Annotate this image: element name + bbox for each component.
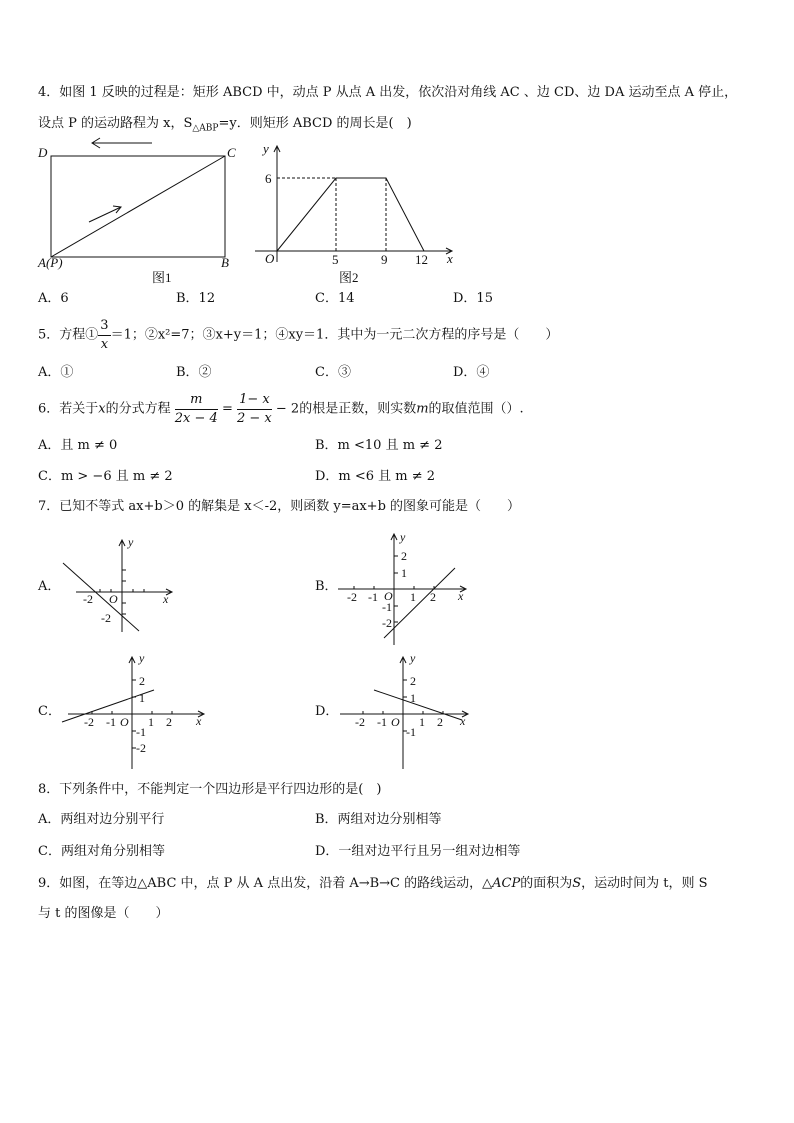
q9-stem-line2: 与 t 的图像是（ ） bbox=[38, 906, 169, 921]
svg-text:-1: -1 bbox=[406, 725, 416, 739]
svg-text:-2: -2 bbox=[83, 592, 93, 606]
q8-option-a[interactable]: A．两组对边分别平行 bbox=[38, 812, 165, 827]
svg-text:x: x bbox=[163, 592, 169, 606]
svg-text:x: x bbox=[458, 589, 464, 603]
svg-text:y: y bbox=[139, 651, 145, 665]
q6-fraction-1: $\frac{m}{2x - 4}$ bbox=[174, 392, 218, 426]
q6-option-d[interactable]: D．m <6 且 m ≠ 2 bbox=[315, 469, 436, 484]
svg-text:O: O bbox=[391, 715, 400, 729]
svg-text:-2: -2 bbox=[84, 715, 94, 729]
fig1-label-c: C bbox=[227, 145, 236, 160]
svg-text:1: 1 bbox=[139, 691, 145, 705]
svg-text:y: y bbox=[400, 530, 406, 544]
svg-text:-2: -2 bbox=[347, 590, 357, 604]
q4-option-d[interactable]: D．15 bbox=[453, 291, 493, 306]
svg-text:-2: -2 bbox=[101, 611, 111, 625]
q7-option-b-label[interactable]: B． bbox=[315, 579, 338, 594]
svg-text:x: x bbox=[196, 714, 202, 728]
q8-option-c[interactable]: C．两组对角分别相等 bbox=[38, 844, 165, 859]
svg-text:O: O bbox=[120, 715, 129, 729]
svg-text:1: 1 bbox=[419, 715, 425, 729]
q5-option-a[interactable]: A．① bbox=[38, 365, 74, 380]
svg-text:1: 1 bbox=[410, 590, 416, 604]
q8-option-b[interactable]: B．两组对边分别相等 bbox=[315, 812, 442, 827]
q4-stem-line1: 4．如图 1 反映的过程是：矩形 ABCD 中，动点 P 从点 A 出发，依次沿对角线 AC 、边 CD、边 DA 运动至点 A 停止， bbox=[38, 85, 738, 100]
q8-option-d[interactable]: D．一组对边平行且另一组对边相等 bbox=[315, 844, 521, 859]
q4-option-b[interactable]: B．12 bbox=[176, 291, 216, 306]
fig2-origin: O bbox=[265, 251, 275, 266]
q8-stem: 8．下列条件中，不能判定一个四边形是平行四边形的是( ) bbox=[38, 782, 382, 797]
svg-text:1: 1 bbox=[410, 691, 416, 705]
fig1-caption: 图1 bbox=[152, 270, 172, 285]
svg-text:1: 1 bbox=[148, 715, 154, 729]
fig1-label-d: D bbox=[38, 145, 48, 160]
q4-option-c[interactable]: C．14 bbox=[315, 291, 355, 306]
q5-fraction: $\frac{3}{x}$ bbox=[100, 318, 109, 352]
svg-text:2: 2 bbox=[166, 715, 172, 729]
svg-text:-1: -1 bbox=[106, 715, 116, 729]
svg-text:1: 1 bbox=[401, 566, 407, 580]
svg-text:-2: -2 bbox=[355, 715, 365, 729]
q7-option-a-label[interactable]: A． bbox=[38, 579, 61, 594]
q6-option-b[interactable]: B．m <10 且 m ≠ 2 bbox=[315, 438, 443, 453]
svg-text:x: x bbox=[460, 714, 466, 728]
q5-option-c[interactable]: C．③ bbox=[315, 365, 351, 380]
fig2-caption: 图2 bbox=[339, 270, 359, 285]
q9-stem-line1: 9．如图，在等边△ABC 中，点 P 从 A 点出发，沿着 A→B→C 的路线运动，△ACP的面积为S，运动时间为 t，则 S bbox=[38, 876, 708, 891]
q5-option-b[interactable]: B．② bbox=[176, 365, 212, 380]
fig2-tick-x12: 12 bbox=[415, 252, 428, 267]
q7-stem: 7．已知不等式 ax+b＞0 的解集是 x＜-2，则函数 y=ax+b 的图象可能是（ ） bbox=[38, 499, 521, 514]
svg-text:2: 2 bbox=[410, 674, 416, 688]
q6-option-a[interactable]: A．且 m ≠ 0 bbox=[38, 438, 118, 453]
fig2-tick-x5: 5 bbox=[332, 252, 339, 267]
q6-fraction-2: $\frac{1- x}{2 - x}$ bbox=[237, 392, 272, 426]
svg-text:-2: -2 bbox=[382, 616, 392, 630]
svg-text:2: 2 bbox=[430, 590, 436, 604]
svg-text:-2: -2 bbox=[136, 741, 146, 755]
q5-stem: 5．方程① $\frac{3}{x}$ ＝1；②x²=7；③x+y＝1；④xy＝1．其中为一元二次方程的序号是（ ） bbox=[38, 318, 559, 352]
fig1-label-a: A(P) bbox=[38, 255, 63, 270]
fig2-x-label: x bbox=[447, 251, 453, 266]
svg-text:y: y bbox=[128, 535, 134, 549]
svg-text:2: 2 bbox=[401, 549, 407, 563]
q4-option-a[interactable]: A．6 bbox=[38, 291, 69, 306]
svg-text:-1: -1 bbox=[136, 725, 146, 739]
svg-text:2: 2 bbox=[437, 715, 443, 729]
svg-text:-1: -1 bbox=[382, 600, 392, 614]
q7-option-c-label[interactable]: C． bbox=[38, 704, 61, 719]
q5-option-d[interactable]: D．④ bbox=[453, 365, 490, 380]
q7-option-d-label[interactable]: D． bbox=[315, 704, 339, 719]
fig2-tick-x9: 9 bbox=[381, 252, 388, 267]
q6-stem: 6．若关于x的分式方程 $\frac{m}{2x - 4}$ = $\frac{1- x}{2 - x}$ − 2的根是正数，则实数m的取值范围（）. bbox=[38, 392, 524, 426]
q4-stem-line2: 设点 P 的运动路程为 x，$S_{\triangle ABP}=y$．则矩形 ABCD 的周长是( ) bbox=[38, 116, 412, 134]
svg-text:y: y bbox=[410, 651, 416, 665]
svg-text:O: O bbox=[109, 592, 118, 606]
q6-option-c[interactable]: C．m > −6 且 m ≠ 2 bbox=[38, 469, 173, 484]
fig2-y-label: y bbox=[263, 141, 269, 156]
fig2-tick-y6: 6 bbox=[265, 171, 272, 186]
svg-text:-1: -1 bbox=[377, 715, 387, 729]
svg-text:-1: -1 bbox=[368, 590, 378, 604]
fig1-label-b: B bbox=[221, 255, 229, 270]
svg-text:O: O bbox=[384, 589, 393, 603]
svg-text:2: 2 bbox=[139, 674, 145, 688]
